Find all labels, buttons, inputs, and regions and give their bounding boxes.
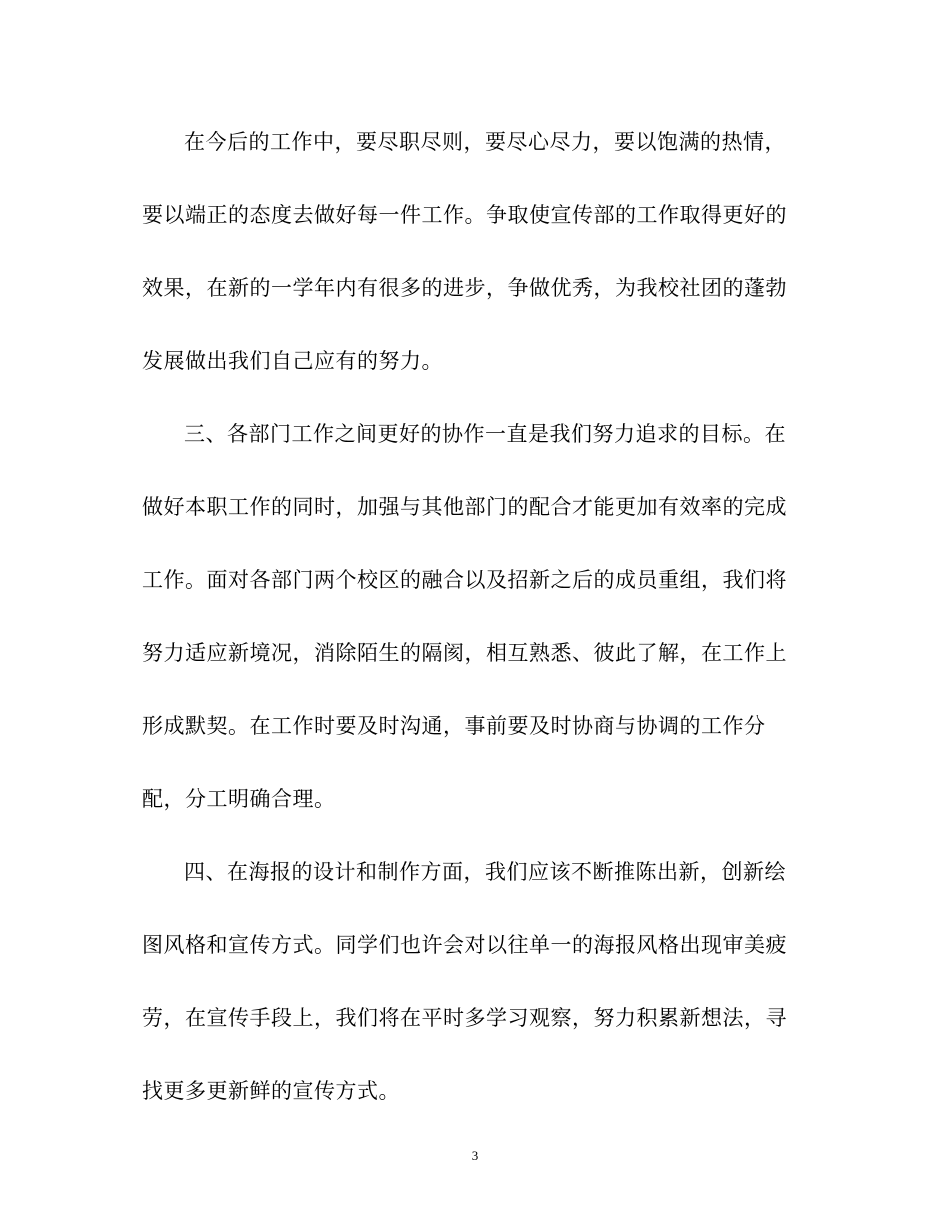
paragraph-2-line-5: 形成默契。在工作时要及时沟通，事前要及时协商与协调的工作分	[142, 714, 766, 738]
paragraph-3-line-1: 四、在海报的设计和制作方面，我们应该不断推陈出新，创新绘	[184, 860, 786, 884]
paragraph-1-line-1: 在今后的工作中，要尽职尽则，要尽心尽力，要以饱满的热情，	[184, 130, 786, 154]
paragraph-2-line-1: 三、各部门工作之间更好的协作一直是我们努力追求的目标。在	[184, 422, 786, 446]
paragraph-1-line-4: 发展做出我们自己应有的努力。	[142, 349, 443, 373]
paragraph-3-line-2: 图风格和宣传方式。同学们也许会对以往单一的海报风格出现审美疲	[142, 933, 787, 957]
paragraph-2-line-2: 做好本职工作的同时，加强与其他部门的配合才能更加有效率的完成	[142, 495, 787, 519]
paragraph-2-line-6: 配，分工明确合理。	[142, 787, 336, 811]
paragraph-1-line-2: 要以端正的态度去做好每一件工作。争取使宣传部的工作取得更好的	[142, 203, 787, 227]
page-number: 3	[471, 1148, 479, 1163]
paragraph-2-line-3: 工作。面对各部门两个校区的融合以及招新之后的成员重组，我们将	[142, 568, 787, 592]
paragraph-3-line-3: 劳，在宣传手段上，我们将在平时多学习观察，努力积累新想法，寻	[142, 1006, 787, 1030]
paragraph-1-line-3: 效果，在新的一学年内有很多的进步，争做优秀，为我校社团的蓬勃	[142, 276, 787, 300]
paragraph-2-line-4: 努力适应新境况，消除陌生的隔阂，相互熟悉、彼此了解，在工作上	[142, 641, 787, 665]
paragraph-3-line-4: 找更多更新鲜的宣传方式。	[142, 1079, 400, 1103]
